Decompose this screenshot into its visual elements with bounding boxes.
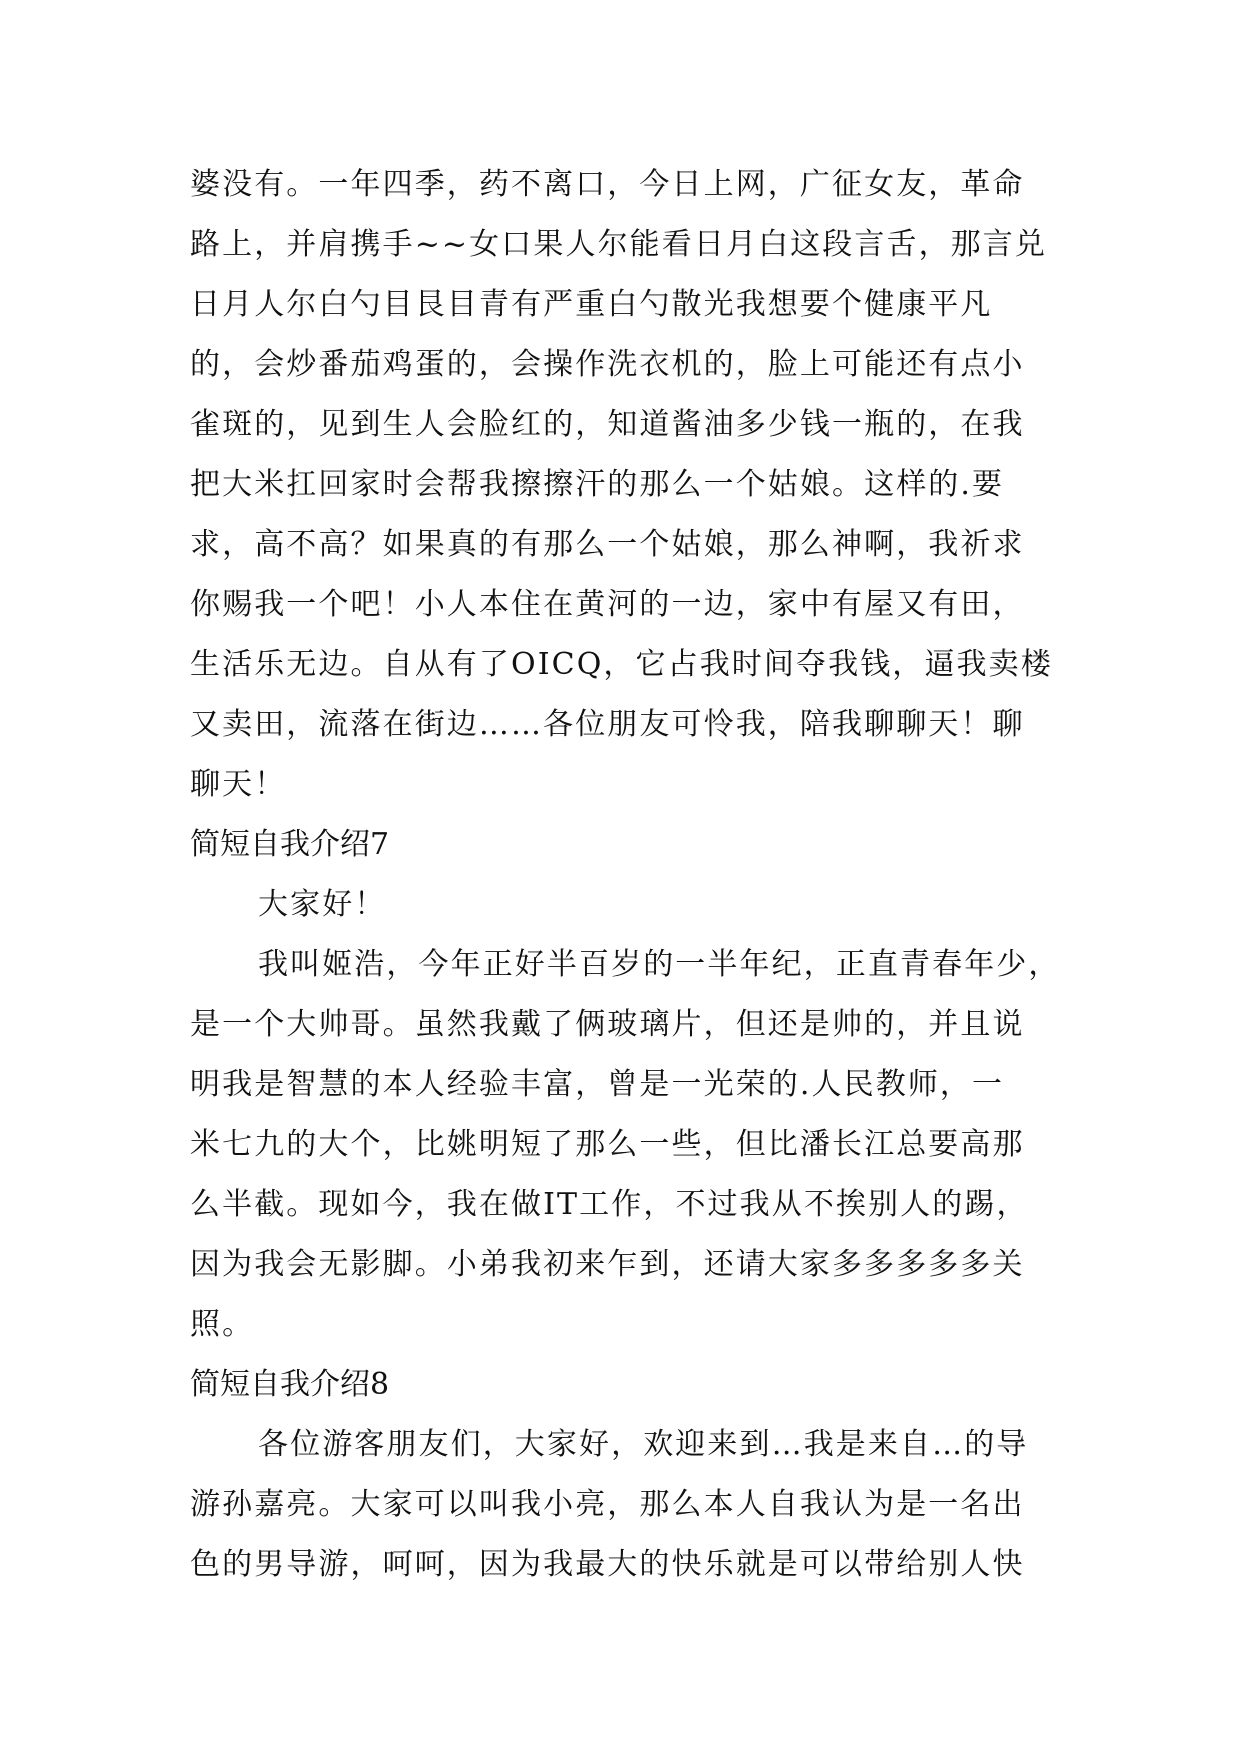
greeting-line: 大家好！ [258,887,387,922]
section-heading: 简短自我介绍7 [190,827,390,862]
body-line: 各位游客朋友们，大家好，欢迎来到…我是来自…的导 [258,1427,1029,1462]
body-line: 雀斑的，见到生人会脸红的，知道酱油多少钱一瓶的，在我 [190,407,1025,442]
body-line: 因为我会无影脚。小弟我初来乍到，还请大家多多多多多关 [190,1247,1025,1282]
body-line: 生活乐无边。自从有了OICQ，它占我时间夺我钱，逼我卖楼 [190,647,1053,682]
body-line: 聊天！ [190,767,287,802]
body-line: 米七九的大个，比姚明短了那么一些，但比潘长江总要高那 [190,1127,1025,1162]
body-line: 又卖田，流落在街边……各位朋友可怜我，陪我聊聊天！聊 [190,707,1025,742]
body-line: 我叫姬浩，今年正好半百岁的一半年纪，正直青春年少， [258,947,1061,982]
section-heading: 简短自我介绍8 [190,1367,390,1402]
body-line: 求，高不高？如果真的有那么一个姑娘，那么神啊，我祈求 [190,527,1025,562]
body-line: 游孙嘉亮。大家可以叫我小亮，那么本人自我认为是一名出 [190,1487,1025,1522]
body-line: 照。 [190,1307,255,1342]
body-line: 是一个大帅哥。虽然我戴了俩玻璃片，但还是帅的，并且说 [190,1007,1025,1042]
body-line: 日月人尔白勺目艮目青有严重白勺散光我想要个健康平凡 [190,287,993,322]
body-line: 你赐我一个吧！小人本住在黄河的一边，家中有屋又有田， [190,587,1025,622]
body-line: 把大米扛回家时会帮我擦擦汗的那么一个姑娘。这样的.要 [190,467,1005,502]
body-line: 明我是智慧的本人经验丰富，曾是一光荣的.人民教师，一 [190,1067,1005,1102]
body-line: 婆没有。一年四季，药不离口，今日上网，广征女友，革命 [190,167,1025,202]
body-line: 的，会炒番茄鸡蛋的，会操作洗衣机的，脸上可能还有点小 [190,347,1025,382]
body-line: 路上，并肩携手~~女口果人尔能看日月白这段言舌，那言兑 [190,227,1047,262]
body-line: 么半截。现如今，我在做IT工作，不过我从不挨别人的踢， [190,1187,1029,1222]
body-line: 色的男导游，呵呵，因为我最大的快乐就是可以带给别人快 [190,1547,1025,1582]
